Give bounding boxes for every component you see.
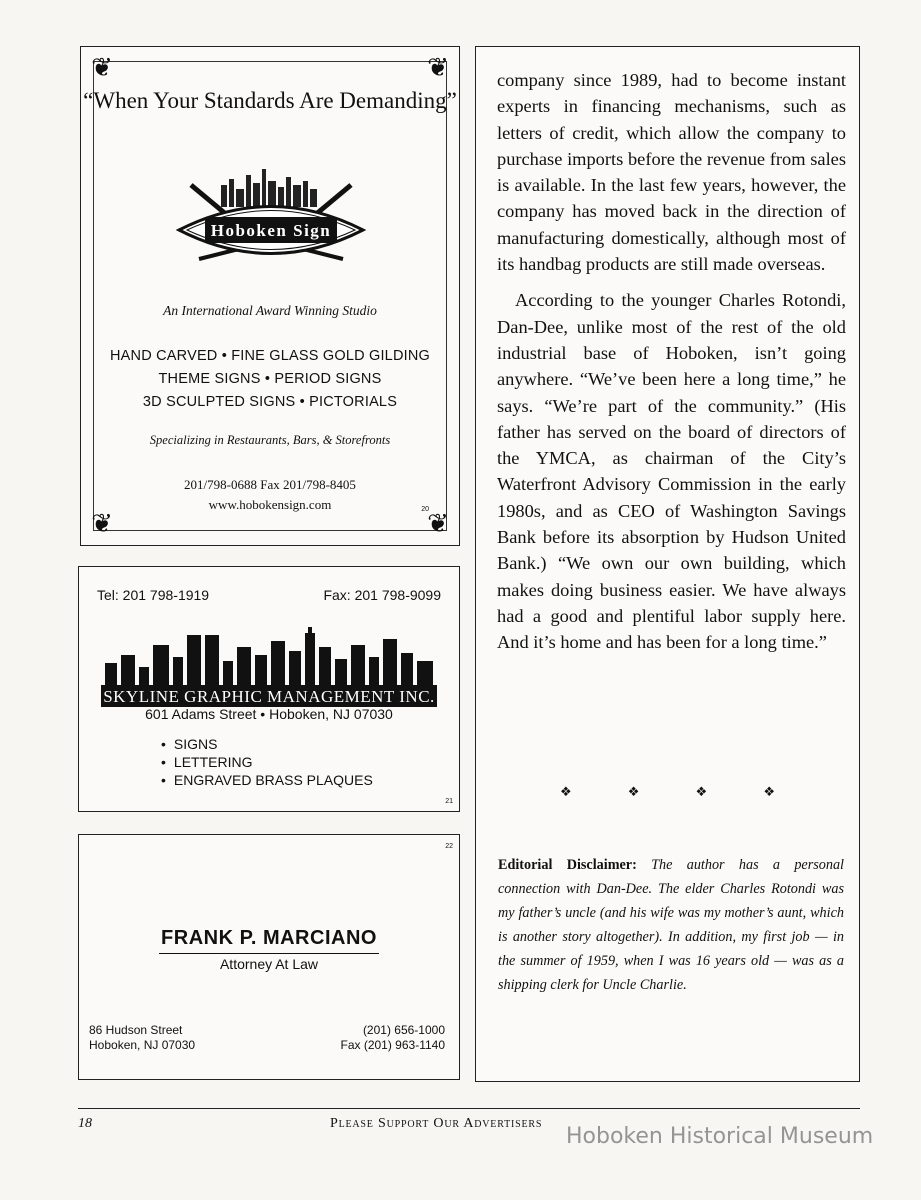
company-name: SKYLINE GRAPHIC MANAGEMENT INC.: [103, 687, 435, 706]
list-item: • LETTERING: [161, 753, 373, 771]
specializing-line: Specializing in Restaurants, Bars, & Storefronts: [149, 433, 391, 447]
award-line: An International Award Winning Studio: [163, 303, 377, 318]
scroll-ornament-icon: ❦: [91, 509, 113, 539]
city: Hoboken, NJ 07030: [89, 1038, 196, 1052]
fax-number: Fax: 201 798-9099: [323, 587, 441, 603]
editorial-disclaimer: [498, 853, 844, 997]
list-item: • SIGNS: [161, 735, 373, 753]
scroll-ornament-icon: ❦: [91, 53, 113, 83]
page-number: 18: [78, 1116, 92, 1131]
hoboken-sign-logo: [169, 155, 373, 315]
list-item: • ENGRAVED BRASS PLAQUES: [161, 771, 373, 789]
museum-watermark: Hoboken Historical Museum: [566, 1124, 874, 1149]
footer-rule: [78, 1108, 860, 1109]
section-separator: ❖ ❖ ❖ ❖: [559, 785, 775, 800]
service-line: THEME SIGNS • PERIOD SIGNS: [158, 371, 382, 387]
fax-number: Fax (201) 963-1140: [340, 1038, 445, 1052]
website-link[interactable]: www.hobokensign.com: [208, 497, 332, 512]
ad-number: 21: [445, 798, 453, 805]
contact-block: [81, 475, 459, 515]
tel-number: Tel: 201 798-1919: [97, 587, 210, 603]
article-paragraph: company since 1989, had to become instant experts in financing mechanisms, such as letters of credit, which allow the company to purchase imports before the revenue from sales is available. In the last few years, however, the company has moved back in the direction of manufacturing domestically, although most of its handbag products are still made overseas.: [497, 70, 846, 275]
article-paragraph: According to the younger Charles Rotondi, Dan-Dee, unlike most of the rest of the old industrial base of Hoboken, isn’t going anywhere. “We’ve been here a long time,” he says. “We’re part of the community.” (His father has served on the board of directors of the YMCA, as chairman of the City’s Waterfront Advisory Commission in the early 1980s, and as CEO of Washington Savings Bank before its absorption by Hudson United Bank.) “We own our own building, which makes doing business easier. We have always had a good and plentiful labor supply here. And it’s home and has been for a long time.”: [497, 290, 846, 653]
street: 86 Hudson Street: [89, 1023, 183, 1037]
hoboken-sign-ad: [80, 46, 460, 546]
ad-number: 20: [421, 506, 429, 513]
scroll-ornament-icon: ❦: [427, 53, 449, 83]
phone-number: (201) 656-1000: [362, 1023, 445, 1037]
disclaimer-label: Editorial Disclaimer:: [498, 857, 637, 873]
attorney-title: Attorney At Law: [219, 956, 319, 972]
attorney-name: FRANK P. MARCIANO: [161, 927, 377, 949]
office-address: [89, 1023, 195, 1053]
divider: [159, 953, 379, 954]
ad-number: 22: [445, 843, 453, 850]
office-phones: [340, 1023, 445, 1053]
footer-support-text: Please Support Our Advertisers: [330, 1116, 543, 1131]
article-body: [497, 67, 846, 666]
attorney-ad: [78, 834, 460, 1080]
logo-text: Hoboken Sign: [210, 221, 332, 240]
skyline-logo: [101, 627, 437, 707]
ad-tagline: “When Your Standards Are Demanding”: [83, 88, 457, 113]
scroll-ornament-icon: ❦: [427, 509, 449, 539]
service-line: 3D SCULPTED SIGNS • PICTORIALS: [142, 394, 398, 410]
services-list: [161, 735, 373, 789]
company-address: 601 Adams Street • Hoboken, NJ 07030: [145, 706, 393, 722]
skyline-graphic-ad: [78, 566, 460, 812]
article-column: [475, 46, 860, 1082]
disclaimer-text: The author has a personal connection with Dan-Dee. The elder Charles Rotondi was my father’s uncle (and his wife was my mother’s aunt, which is another story altogether). In addition, my first job — in the summer of 1959, when I was 16 years old — was as a shipping clerk for Uncle Charlie.: [498, 857, 844, 993]
phone-fax: 201/798-0688 Fax 201/798-8405: [184, 477, 356, 492]
service-line: HAND CARVED • FINE GLASS GOLD GILDING: [110, 348, 430, 364]
services-list: [81, 345, 459, 414]
